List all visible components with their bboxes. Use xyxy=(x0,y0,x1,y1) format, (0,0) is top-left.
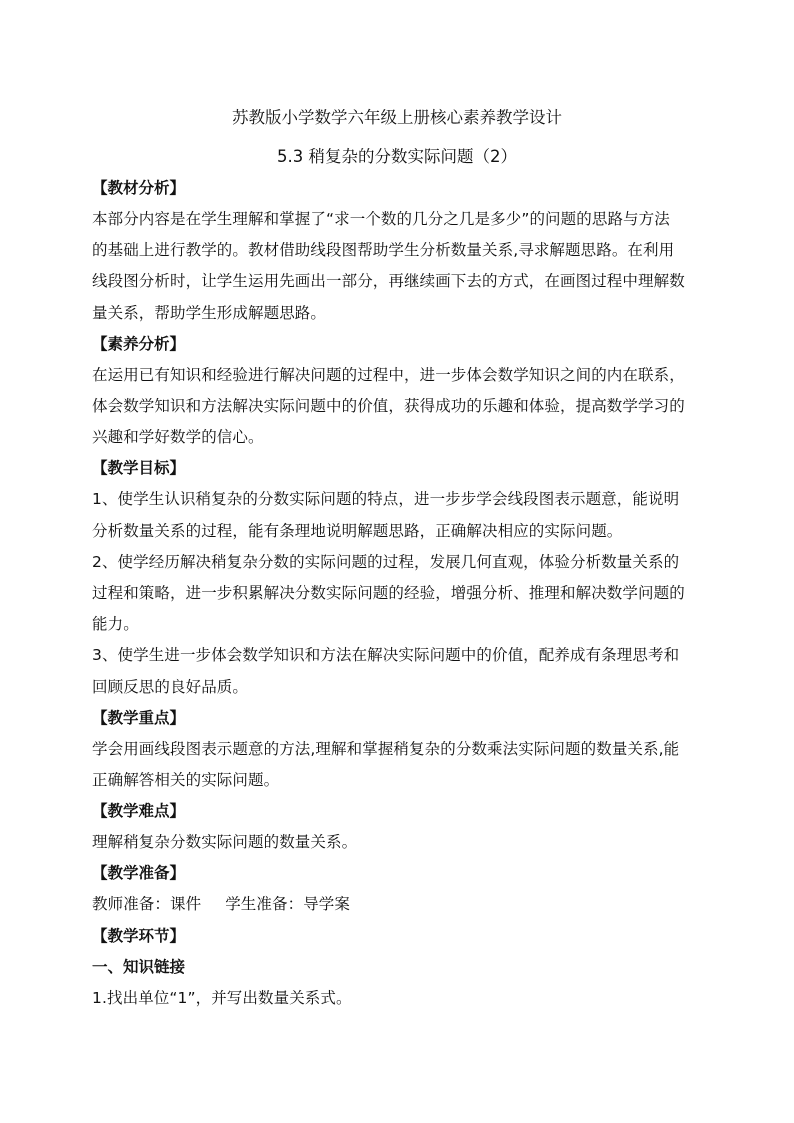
heading-preparation: 【教学准备】 xyxy=(92,864,186,883)
heading-textbook-analysis: 【教材分析】 xyxy=(92,179,186,197)
difficult-points-paragraph xyxy=(92,827,702,858)
teaching-goal-1 xyxy=(92,484,702,546)
paragraph-line: 量关系，帮助学生形成解题思路。 xyxy=(92,303,327,322)
heading-difficult-points: 【教学难点】 xyxy=(92,802,186,821)
document-title: 苏教版小学数学六年级上册核心素养教学设计 xyxy=(232,108,562,127)
heading-teaching-goals: 【教学目标】 xyxy=(92,459,186,478)
paragraph-line: 1、使学生认识稍复杂的分数实际问题的特点，进一步步学会线段图表示题意，能说明 xyxy=(92,490,680,509)
teaching-goal-2 xyxy=(92,547,702,641)
textbook-analysis-paragraph xyxy=(92,204,702,329)
paragraph-line: 的基础上进行教学的。教材借助线段图帮助学生分析数量关系,寻求解题思路。在利用 xyxy=(92,241,675,260)
paragraph-line: 1.找出单位“1”，并写出数量关系式。 xyxy=(92,988,352,1007)
paragraph-line: 兴趣和学好数学的信心。 xyxy=(92,428,264,447)
paragraph-line: 线段图分析时，让学生运用先画出一部分，再继续画下去的方式，在画图过程中理解数 xyxy=(92,272,685,291)
key-points-paragraph xyxy=(92,734,702,796)
paragraph-line: 2、使学经历解决稍复杂分数的实际问题的过程，发展几何直观，体验分析数量关系的 xyxy=(92,552,680,571)
paragraph-line: 理解稍复杂分数实际问题的数量关系。 xyxy=(92,833,358,852)
paragraph-line: 体会数学知识和方法解决实际问题中的价值，获得成功的乐趣和体验，提高数学学习的 xyxy=(92,397,685,416)
heading-key-points: 【教学重点】 xyxy=(92,708,186,727)
paragraph-line: 能力。 xyxy=(92,615,139,634)
document-subtitle: 5.3 稍复杂的分数实际问题（2） xyxy=(277,147,517,166)
paragraph-line: 本部分内容是在学生理解和掌握了“求一个数的几分之几是多少”的问题的思路与方法 xyxy=(92,210,670,228)
literacy-analysis-paragraph xyxy=(92,360,702,454)
paragraph-line: 过程和策略，进一步积累解决分数实际问题的经验，增强分析、推理和解决数学问题的 xyxy=(92,584,685,603)
student-preparation: 学生准备：导学案 xyxy=(225,895,351,914)
paragraph-line: 正确解答相关的实际问题。 xyxy=(92,771,280,790)
part1-title: 一、知识链接 xyxy=(92,957,186,976)
preparation-line xyxy=(92,889,702,920)
paragraph-line: 在运用已有知识和经验进行解决问题的过程中，进一步体会数学知识之间的内在联系， xyxy=(92,365,685,384)
paragraph-line: 3、使学生进一步体会数学知识和方法在解决实际问题中的价值，配养成有条理思考和 xyxy=(92,646,680,665)
heading-teaching-process: 【教学环节】 xyxy=(92,926,186,945)
teaching-goal-3 xyxy=(92,640,702,702)
heading-literacy-analysis: 【素养分析】 xyxy=(92,334,186,353)
teacher-preparation: 教师准备：课件 xyxy=(92,895,202,914)
paragraph-line: 学会用画线段图表示题意的方法,理解和掌握稍复杂的分数乘法实际问题的数量关系,能 xyxy=(92,739,680,758)
paragraph-line: 分析数量关系的过程，能有条理地说明解题思路，正确解决相应的实际问题。 xyxy=(92,521,623,540)
process-item-1 xyxy=(92,983,702,1014)
preparation-paragraph xyxy=(92,889,702,920)
paragraph-line: 回顾反思的良好品质。 xyxy=(92,677,249,696)
